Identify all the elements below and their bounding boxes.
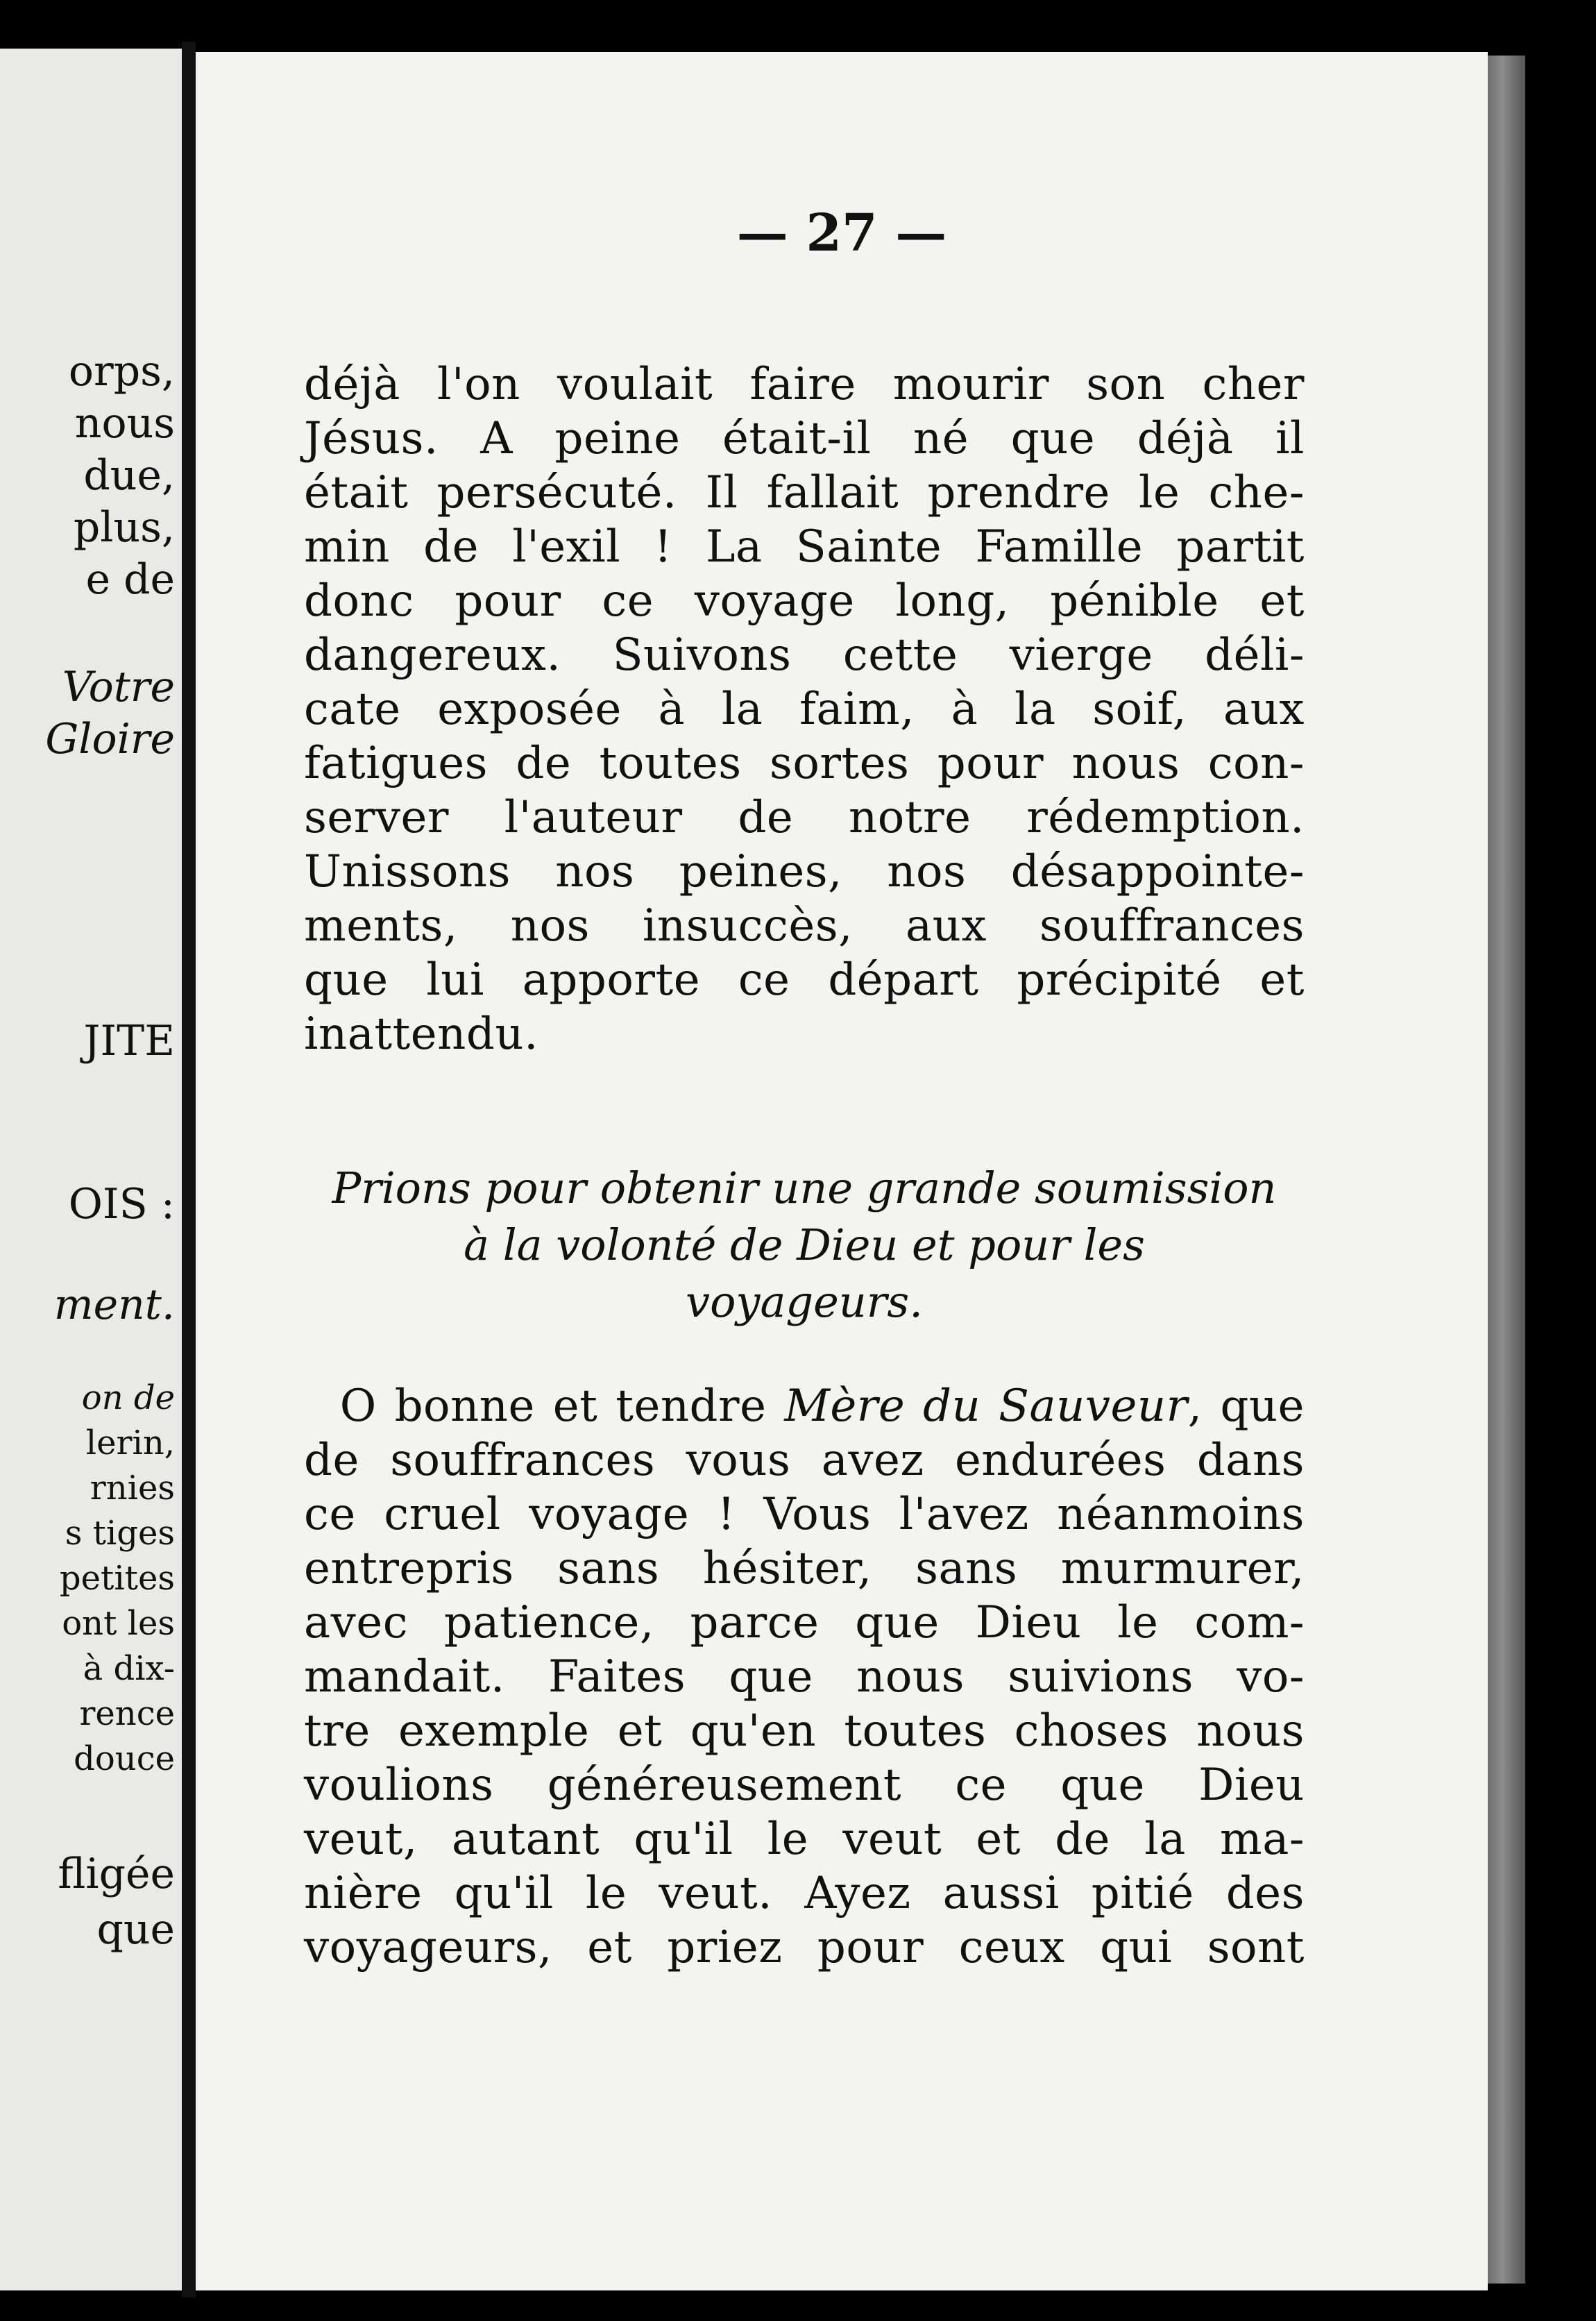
left-fragment-line: à dix- [83, 1649, 175, 1688]
text-line: Jésus. A peine était-il né que déjà il [304, 413, 1305, 464]
book-edge [1488, 56, 1525, 2284]
text-line: de souffrances vous avez endurées dans [304, 1435, 1305, 1486]
text-span: O bonne et tendre [339, 1381, 785, 1432]
left-page-fragment [0, 49, 182, 2290]
text-line: voyageurs, et priez pour ceux qui sont [304, 1922, 1305, 1973]
left-fragment-line: nous [74, 399, 175, 448]
text-line: server l'auteur de notre rédemption. [304, 792, 1305, 843]
left-fragment-line: ment. [53, 1281, 175, 1329]
left-fragment-line: Votre [62, 663, 175, 711]
left-fragment-line: que [96, 1905, 175, 1954]
text-line: voulions généreusement ce que Dieu [304, 1759, 1305, 1811]
heading-line: à la volonté de Dieu et pour les [464, 1219, 1145, 1270]
left-fragment-line: on de [81, 1378, 175, 1417]
text-line: dangereux. Suivons cette vierge déli- [304, 630, 1305, 681]
left-fragment-line: ont les [62, 1604, 175, 1643]
left-fragment-line: rnies [90, 1469, 175, 1508]
page-gutter [182, 42, 196, 2297]
text-line: tre exemple et qu'en toutes choses nous [304, 1705, 1305, 1757]
page-number: — 27 — [736, 203, 947, 263]
text-line: était persécuté. Il fallait prendre le che- [304, 467, 1305, 518]
left-fragment-line: douce [74, 1739, 175, 1778]
text-line: donc pour ce voyage long, pénible et [304, 575, 1305, 627]
left-fragment-line: orps, [68, 347, 175, 396]
text-line: ce cruel voyage ! Vous l'avez néanmoins [304, 1489, 1305, 1540]
text-line: Unissons nos peines, nos désappointe- [304, 846, 1305, 897]
left-fragment-line: Gloire [45, 715, 175, 763]
text-line: min de l'exil ! La Sainte Famille partit [304, 521, 1305, 573]
text-line: que lui apporte ce départ précipité et [304, 954, 1305, 1006]
left-fragment-line: due, [83, 451, 175, 500]
text-line: cate exposée à la faim, à la soif, aux [304, 684, 1305, 735]
left-fragment-line: fligée [58, 1850, 175, 1898]
paragraph-prayer [304, 1379, 1305, 1975]
text-span: , que [1187, 1381, 1305, 1432]
left-fragment-line: petites [59, 1559, 175, 1598]
text-line: entrepris sans hésiter, sans murmurer, [304, 1543, 1305, 1594]
left-fragment-line: e de [85, 555, 175, 604]
main-page [196, 52, 1488, 2290]
heading-line: voyageurs. [686, 1276, 923, 1327]
left-fragment-line: JITE [83, 1017, 175, 1065]
text-line: ments, nos insuccès, aux souffrances [304, 900, 1305, 952]
text-line: fatigues de toutes sortes pour nous con- [304, 738, 1305, 789]
paragraph-exile [304, 357, 1305, 1061]
text-line: inattendu. [304, 1008, 538, 1060]
left-fragment-line: rence [79, 1694, 175, 1733]
mere-du-sauveur-italic: Mère du Sauveur [784, 1381, 1188, 1432]
left-fragment-line: plus, [73, 503, 175, 552]
left-fragment-line: lerin, [85, 1424, 175, 1462]
left-fragment-line: OIS : [68, 1180, 175, 1229]
prayer-heading [304, 1160, 1305, 1331]
text-line: mandait. Faites que nous suivions vo- [304, 1651, 1305, 1703]
text-line: nière qu'il le veut. Ayez aussi pitié des [304, 1868, 1305, 1919]
text-line: déjà l'on voulait faire mourir son cher [304, 359, 1305, 410]
text-line [304, 1379, 1305, 1433]
left-fragment-line: s tiges [65, 1514, 175, 1553]
heading-line: Prions pour obtenir une grande soumission [332, 1163, 1277, 1213]
text-line: avec patience, parce que Dieu le com- [304, 1597, 1305, 1648]
text-line: veut, autant qu'il le veut et de la ma- [304, 1814, 1305, 1865]
